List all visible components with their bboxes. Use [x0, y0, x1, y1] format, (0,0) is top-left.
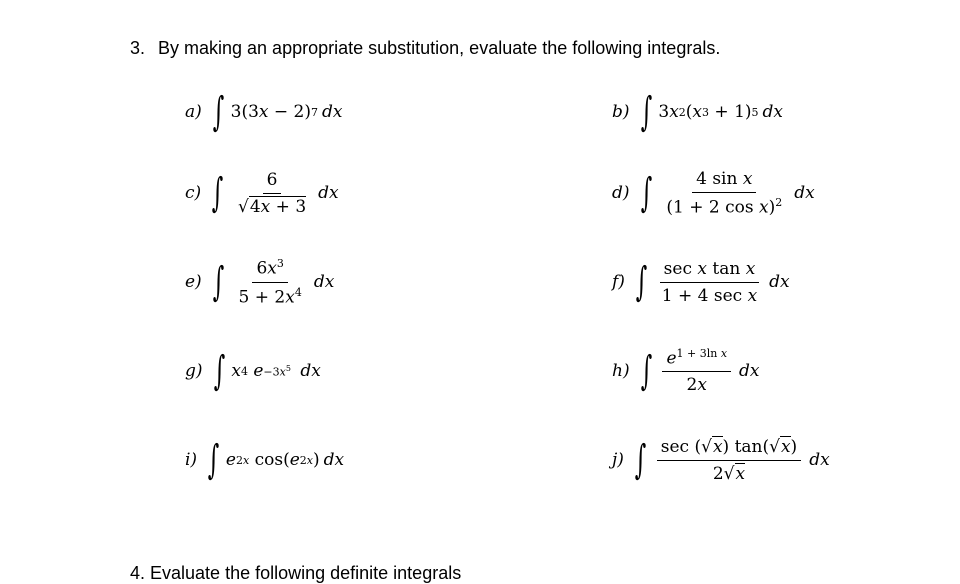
label-i: i): [185, 450, 198, 470]
next-problem-heading: 4. Evaluate the following definite integrals: [130, 563, 462, 583]
integral-c: c) ∫ $\frac{6}{√4x + 3}$ dx: [185, 169, 339, 217]
label-c: c): [185, 183, 202, 203]
integral-g: g) ∫ x 4 e $-3x^5$ dx: [185, 348, 321, 394]
integral-sign-icon: ∫: [640, 89, 652, 135]
integral-a: a) ∫ 3(3 x − 2) 7 dx: [185, 89, 343, 135]
label-b: b): [612, 102, 630, 122]
integral-sign-icon: ∫: [212, 259, 224, 305]
label-e: e): [185, 272, 202, 292]
integral-sign-icon: ∫: [634, 437, 647, 483]
integral-sign-icon: ∫: [211, 170, 224, 216]
integral-f: f) ∫ $\frac{\text{sec x tan x}}{\text{1 + 4 sec x}}$ dx: [612, 258, 790, 306]
integral-sign-icon: ∫: [207, 437, 220, 483]
integral-h: h) ∫ $\frac{e^{1 + 3ln x}}{2x}$ dx: [612, 346, 760, 396]
label-a: a): [185, 102, 202, 122]
label-h: h): [612, 361, 630, 381]
integral-sign-icon: ∫: [212, 89, 224, 135]
integral-e: e) ∫ $\frac{6x^3}{5 + 2x^4}$ dx: [185, 256, 335, 308]
label-g: g): [185, 361, 203, 381]
integral-sign-icon: ∫: [213, 348, 225, 394]
problem-number: 3.: [130, 38, 146, 58]
integral-b: b) ∫ 3 x 2 ( x 3 + 1) 5 dx: [612, 89, 783, 135]
integral-sign-icon: ∫: [640, 348, 652, 394]
label-j: j): [612, 450, 624, 470]
label-f: f): [612, 272, 625, 292]
integral-sign-icon: ∫: [635, 259, 648, 305]
integral-j: j) ∫ $\frac{\sec (√x) \tan(√x)}{2√x}$ dx: [612, 436, 830, 484]
integral-sign-icon: ∫: [640, 170, 652, 216]
label-d: d): [612, 183, 630, 203]
problem-instruction: By making an appropriate substitution, evaluate the following integrals.: [158, 38, 721, 58]
integral-d: d) ∫ $\frac{\text{4 sin x}}{(1 + 2 \cos x)^2}$ dx: [612, 168, 815, 218]
problem-heading: [130, 38, 720, 59]
integral-i: i) ∫ e 2x cos( e 2x ) dx: [185, 437, 345, 483]
